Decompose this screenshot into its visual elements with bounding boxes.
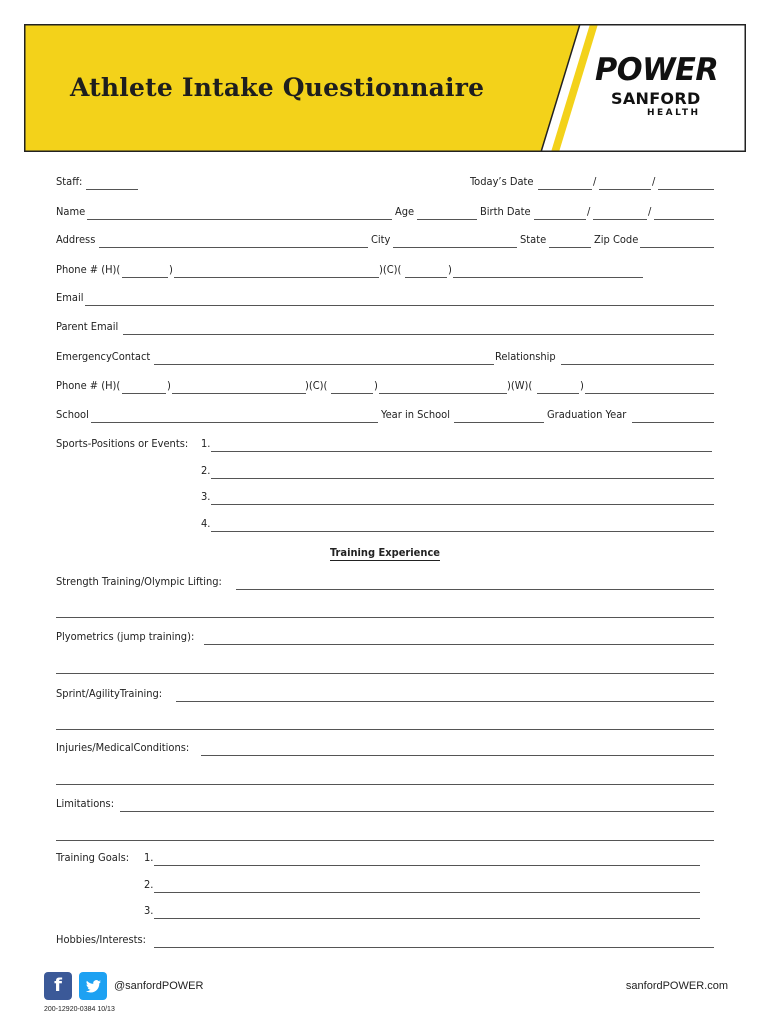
emergency-phone-work-label: )(W)(: [507, 379, 533, 392]
logo-power: POWER: [595, 52, 719, 88]
name-field[interactable]: [87, 219, 392, 220]
school-label: School: [56, 408, 89, 421]
goal-field-1[interactable]: [154, 865, 700, 866]
twitter-icon[interactable]: [79, 972, 107, 1000]
graduation-year-field[interactable]: [632, 422, 714, 423]
sprint-field[interactable]: [176, 701, 714, 702]
row-goals-3: [56, 904, 714, 924]
row-emergency-phone: [56, 379, 714, 399]
city-field[interactable]: [393, 247, 517, 248]
date-slash: /: [587, 205, 591, 218]
training-experience-title: Training Experience: [329, 546, 441, 559]
strength-field[interactable]: [236, 589, 714, 590]
row-sports-1: [56, 437, 714, 457]
state-label: State: [520, 233, 547, 246]
training-experience-heading: [0, 546, 770, 559]
strength-label: Strength Training/Olympic Lifting:: [56, 575, 222, 588]
row-hobbies: [56, 933, 714, 953]
row-email: [56, 291, 714, 311]
phone-cell-field[interactable]: [453, 277, 643, 278]
plyometrics-field-2[interactable]: [56, 673, 714, 674]
todays-date-year-field[interactable]: [658, 189, 714, 190]
row-goals-1: [56, 851, 714, 871]
goal-item-number: 2.: [144, 878, 154, 891]
paren-close: ): [580, 379, 584, 392]
sports-field-3[interactable]: [211, 504, 714, 505]
goal-item-number: 1.: [144, 851, 154, 864]
row-phone: [56, 263, 714, 283]
emergency-phone-work-field[interactable]: [585, 393, 714, 394]
row-sports-3: [56, 490, 714, 510]
email-label: Email: [56, 291, 84, 304]
row-sprint-cont: [56, 715, 714, 735]
goal-field-2[interactable]: [154, 892, 700, 893]
injuries-field[interactable]: [201, 755, 714, 756]
year-in-school-field[interactable]: [454, 422, 544, 423]
age-field[interactable]: [417, 219, 477, 220]
emergency-phone-home-label: Phone # (H)(: [56, 379, 121, 392]
emergency-phone-work-area-field[interactable]: [537, 393, 579, 394]
emergency-phone-cell-label: )(C)(: [305, 379, 328, 392]
paren-close: ): [448, 263, 452, 276]
paren-close: ): [374, 379, 378, 392]
limitations-field-2[interactable]: [56, 840, 714, 841]
todays-date-label: Today’s Date: [470, 175, 534, 188]
logo-health: HEALTH: [647, 108, 701, 118]
row-goals-2: [56, 878, 714, 898]
phone-home-area-field[interactable]: [122, 277, 168, 278]
row-sprint: [56, 687, 714, 707]
emergency-contact-field[interactable]: [154, 364, 494, 365]
row-emergency: [56, 350, 714, 370]
facebook-icon[interactable]: f: [44, 972, 72, 1000]
injuries-label: Injuries/MedicalConditions:: [56, 741, 190, 754]
year-in-school-label: Year in School: [381, 408, 450, 421]
emergency-phone-home-area-field[interactable]: [122, 393, 166, 394]
limitations-field[interactable]: [120, 811, 714, 812]
form-code: 200-12920-0384 10/13: [44, 1006, 115, 1013]
plyometrics-label: Plyometrics (jump training):: [56, 630, 195, 643]
row-school: [56, 408, 714, 428]
sports-field-4[interactable]: [211, 531, 714, 532]
emergency-phone-cell-area-field[interactable]: [331, 393, 373, 394]
row-strength-cont: [56, 603, 714, 623]
parent-email-label: Parent Email: [56, 320, 119, 333]
emergency-phone-home-field[interactable]: [172, 393, 306, 394]
phone-cell-area-field[interactable]: [405, 277, 447, 278]
row-injuries-cont: [56, 770, 714, 790]
parent-email-field[interactable]: [123, 334, 714, 335]
date-slash: /: [652, 175, 656, 188]
emergency-contact-label: EmergencyContact: [56, 350, 151, 363]
sports-item-number: 1.: [201, 437, 211, 450]
sports-item-number: 4.: [201, 517, 211, 530]
sports-item-number: 2.: [201, 464, 211, 477]
phone-cell-label: )(C)(: [379, 263, 402, 276]
email-field[interactable]: [85, 305, 714, 306]
goal-field-3[interactable]: [154, 918, 700, 919]
sprint-field-2[interactable]: [56, 729, 714, 730]
graduation-year-label: Graduation Year: [547, 408, 627, 421]
phone-home-label: Phone # (H)(: [56, 263, 121, 276]
row-plyometrics: [56, 630, 714, 650]
row-limitations-cont: [56, 826, 714, 846]
goals-label: Training Goals:: [56, 851, 130, 864]
row-plyometrics-cont: [56, 659, 714, 679]
birth-date-label: Birth Date: [480, 205, 531, 218]
plyometrics-field[interactable]: [204, 644, 714, 645]
row-injuries: [56, 741, 714, 761]
phone-home-field[interactable]: [174, 277, 379, 278]
page-title: Athlete Intake Questionnaire: [70, 73, 485, 102]
relationship-field[interactable]: [561, 364, 714, 365]
date-slash: /: [593, 175, 597, 188]
age-label: Age: [395, 205, 415, 218]
social-handle[interactable]: @sanfordPOWER: [114, 980, 204, 992]
logo-sanford: SANFORD: [611, 89, 701, 108]
zip-label: Zip Code: [594, 233, 639, 246]
sports-field-2[interactable]: [211, 478, 714, 479]
emergency-phone-cell-field[interactable]: [379, 393, 507, 394]
sports-field-1[interactable]: [211, 451, 712, 452]
name-label: Name: [56, 205, 86, 218]
school-field[interactable]: [91, 422, 378, 423]
row-sports-4: [56, 517, 714, 537]
paren-close: ): [169, 263, 173, 276]
row-limitations: [56, 797, 714, 817]
hobbies-field[interactable]: [154, 947, 714, 948]
date-slash: /: [648, 205, 652, 218]
zip-field[interactable]: [640, 247, 714, 248]
staff-field[interactable]: [86, 189, 138, 190]
row-address: [56, 233, 714, 253]
injuries-field-2[interactable]: [56, 784, 714, 785]
todays-date-day-field[interactable]: [599, 189, 651, 190]
address-label: Address: [56, 233, 96, 246]
goal-item-number: 3.: [144, 904, 154, 917]
row-sports-2: [56, 464, 714, 484]
row-strength: [56, 575, 714, 595]
paren-close: ): [167, 379, 171, 392]
staff-label: Staff:: [56, 175, 83, 188]
strength-field-2[interactable]: [56, 617, 714, 618]
address-field[interactable]: [99, 247, 368, 248]
state-field[interactable]: [549, 247, 591, 248]
todays-date-month-field[interactable]: [538, 189, 592, 190]
city-label: City: [371, 233, 391, 246]
sports-item-number: 3.: [201, 490, 211, 503]
hobbies-label: Hobbies/Interests:: [56, 933, 146, 946]
birth-date-month-field[interactable]: [534, 219, 586, 220]
row-name: [56, 205, 714, 225]
website-link[interactable]: sanfordPOWER.com: [625, 980, 728, 992]
sprint-label: Sprint/AgilityTraining:: [56, 687, 163, 700]
birth-date-day-field[interactable]: [593, 219, 647, 220]
row-staff: [56, 175, 714, 195]
limitations-label: Limitations:: [56, 797, 115, 810]
birth-date-year-field[interactable]: [654, 219, 714, 220]
relationship-label: Relationship: [495, 350, 556, 363]
sports-label: Sports-Positions or Events:: [56, 437, 189, 450]
row-parent-email: [56, 320, 714, 340]
